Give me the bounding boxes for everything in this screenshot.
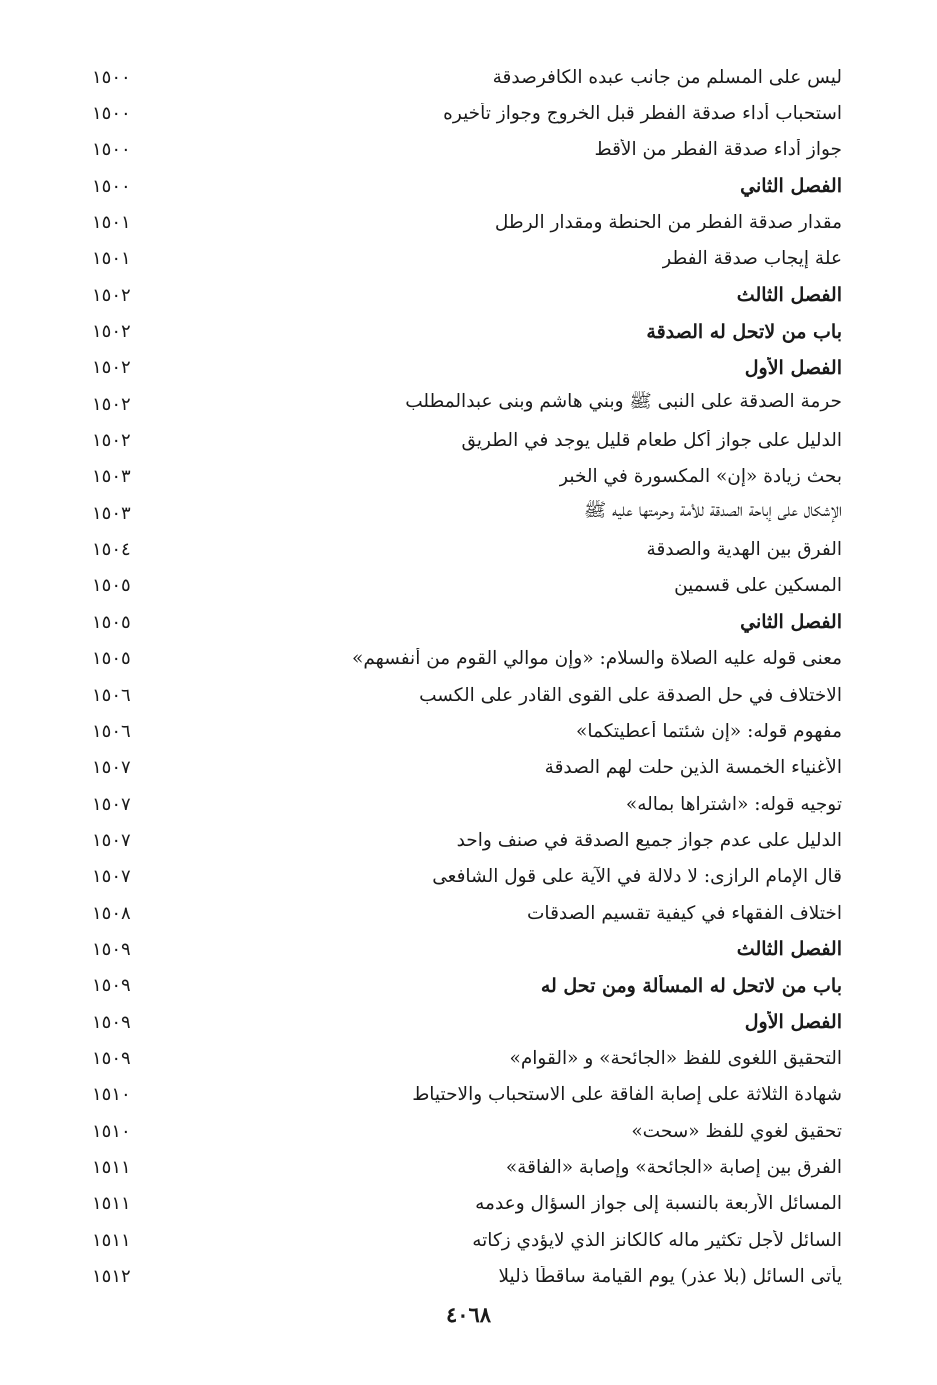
toc-entry-title: معنى قوله عليه الصلاة والسلام: «وإن موالي القوم من أنفسهم» [352,648,842,670]
toc-page-number: ١٥٠٠ [92,103,131,125]
toc-entry-title: جواز أداء صدقة الفطر من الأقط [594,139,842,161]
toc-page-number: ١٥١٠ [92,1120,131,1142]
toc-heading-row [92,168,842,204]
toc-heading-row [92,931,842,967]
toc-entry-row [92,1040,842,1076]
toc-page-number: ١٥٠٩ [92,975,131,997]
toc-entry-row [92,750,842,786]
toc-page-number: ١٥١١ [92,1229,131,1251]
toc-page-number: ١٥١١ [92,1193,131,1215]
toc-page-number: ١٥٠٢ [92,393,131,415]
toc-heading-title: الفصل الثالث [736,284,842,307]
toc-page-number: ١٥٠٧ [92,866,131,888]
toc-entry-title: يأتى السائل (بلا عذر) يوم القيامة ساقطًا ذليلا [498,1266,842,1288]
toc-page-number: ١٥٠٢ [92,284,131,306]
toc-page-number: ١٥٠٧ [92,829,131,851]
toc-heading-row [92,1004,842,1040]
toc-entry-title: ليس على المسلم من جانب عبده الكافرصدقة [492,66,842,88]
toc-entry-row [92,1113,842,1149]
toc-page-number: ١٥٠٢ [92,321,131,343]
toc-entry-row [92,531,842,567]
toc-entry-row [92,495,842,531]
toc-entry-row [92,1186,842,1222]
toc-page-number: ١٥٠٤ [92,539,131,561]
toc-entry-title: بحث زيادة «إن» المكسورة في الخبر [559,466,842,488]
toc-page-number: ١٥١٢ [92,1266,131,1288]
toc-page-number: ١٥٠٢ [92,357,131,379]
toc-page-number: ١٥٠٩ [92,1047,131,1069]
toc-page-number: ١٥٠٧ [92,793,131,815]
toc-entry-row [92,859,842,895]
toc-page-number: ١٥٠٥ [92,648,131,670]
toc-heading-row [92,313,842,349]
toc-entry-title: الفرق بين الهدية والصدقة [646,539,842,561]
toc-entry-title: علة إيجاب صدقة الفطر [662,248,842,270]
toc-entry-title: اختلاف الفقهاء في كيفية تقسيم الصدقات [527,902,842,924]
toc-entry-title: الإشكال على إباحة الصدقة للأمة وحرمتها عليه ﷺ [583,500,842,522]
toc-entry-row [92,1258,842,1294]
toc-page-number: ١٥٠٦ [92,720,131,742]
toc-entry-row [92,1077,842,1113]
toc-entry-row [92,786,842,822]
toc-entry-title: المسكين على قسمين [674,575,842,597]
toc-entry-row [92,459,842,495]
toc-entry-row [92,1222,842,1258]
toc-entry-title: استحباب أداء صدقة الفطر قبل الخروج وجواز تأخيره [443,103,842,125]
toc-entry-title: تحقيق لغوي للفظ «سحت» [631,1120,842,1142]
toc-page-number: ١٥٠٨ [92,902,131,924]
toc-entry-title: قال الإمام الرازى: لا دلالة في الآية على قول الشافعى [432,866,842,888]
toc-page-number: ١٥٠٠ [92,139,131,161]
toc-page-number: ١٥٠٥ [92,611,131,633]
toc-page-number: ١٥٠٩ [92,938,131,960]
toc-entry-row [92,422,842,458]
toc-heading-title: الفصل الأول [744,1011,842,1034]
toc-heading-title: الفصل الثاني [740,611,842,634]
toc-entry-row [92,95,842,131]
toc-page-number: ١٥١١ [92,1156,131,1178]
toc-heading-row [92,350,842,386]
toc-entry-title: السائل لأجل تكثير ماله كالكانز الذي لايؤدي زكاته [472,1229,842,1251]
toc-heading-row [92,968,842,1004]
toc-heading-title: الفصل الثالث [736,938,842,961]
toc-page-number: ١٥٠٦ [92,684,131,706]
toc-entry-row [92,204,842,240]
toc-heading-row [92,277,842,313]
toc-page-number: ١٥٠٧ [92,757,131,779]
toc-entry-title: الاختلاف في حل الصدقة على القوى القادر على الكسب [419,684,842,706]
table-of-contents [92,59,842,1295]
toc-heading-title: باب من لاتحل له المسألة ومن تحل له [540,974,842,997]
toc-entry-row [92,1149,842,1185]
toc-page-number: ١٥٠٩ [92,1011,131,1033]
toc-page-number: ١٥٠١ [92,248,131,270]
toc-entry-row [92,895,842,931]
toc-entry-row [92,641,842,677]
toc-entry-title: شهادة الثلاثة على إصابة الفاقة على الاستحباب والاحتياط [412,1084,842,1106]
toc-entry-title: حرمة الصدقة على النبى ﷺ وبني هاشم وبنى عبدالمطلب [405,391,842,413]
toc-entry-title: الدليل على عدم جواز جميع الصدقة في صنف واحد [456,829,842,851]
toc-entry-row [92,677,842,713]
toc-entry-title: التحقيق اللغوى للفظ «الجائحة» و «القوام» [509,1047,842,1069]
toc-entry-title: الفرق بين إصابة «الجائحة» وإصابة «الفاقة» [505,1156,842,1178]
toc-heading-title: باب من لاتحل له الصدقة [646,320,842,343]
toc-entry-row [92,568,842,604]
toc-page-number: ١٥٠٠ [92,175,131,197]
toc-entry-title: مقدار صدقة الفطر من الحنطة ومقدار الرطل [494,212,842,234]
toc-entry-row [92,822,842,858]
toc-heading-row [92,604,842,640]
toc-entry-title: مفهوم قوله: «إن شئتما أعطيتكما» [576,720,842,742]
toc-entry-row [92,132,842,168]
toc-entry-row [92,713,842,749]
toc-entry-title: الأغنياء الخمسة الذين حلت لهم الصدقة [544,757,842,779]
toc-page-number: ١٥٠٠ [92,66,131,88]
toc-entry-row [92,59,842,95]
toc-entry-row [92,241,842,277]
toc-page-number: ١٥٠١ [92,212,131,234]
toc-page-number: ١٥١٠ [92,1084,131,1106]
page-number: ٤٠٦٨ [445,1302,492,1327]
toc-page-number: ١٥٠٣ [92,502,131,524]
toc-entry-title: المسائل الأربعة بالنسبة إلى جواز السؤال وعدمه [475,1193,842,1215]
toc-heading-title: الفصل الثاني [740,175,842,198]
toc-page-number: ١٥٠٥ [92,575,131,597]
toc-entry-title: توجيه قوله: «اشتراها بماله» [625,793,842,815]
toc-entry-title: الدليل على جواز أكل طعام قليل يوجد في الطريق [461,430,842,452]
toc-page-number: ١٥٠٢ [92,430,131,452]
toc-page-number: ١٥٠٣ [92,466,131,488]
toc-entry-row [92,386,842,422]
toc-heading-title: الفصل الأول [744,356,842,379]
